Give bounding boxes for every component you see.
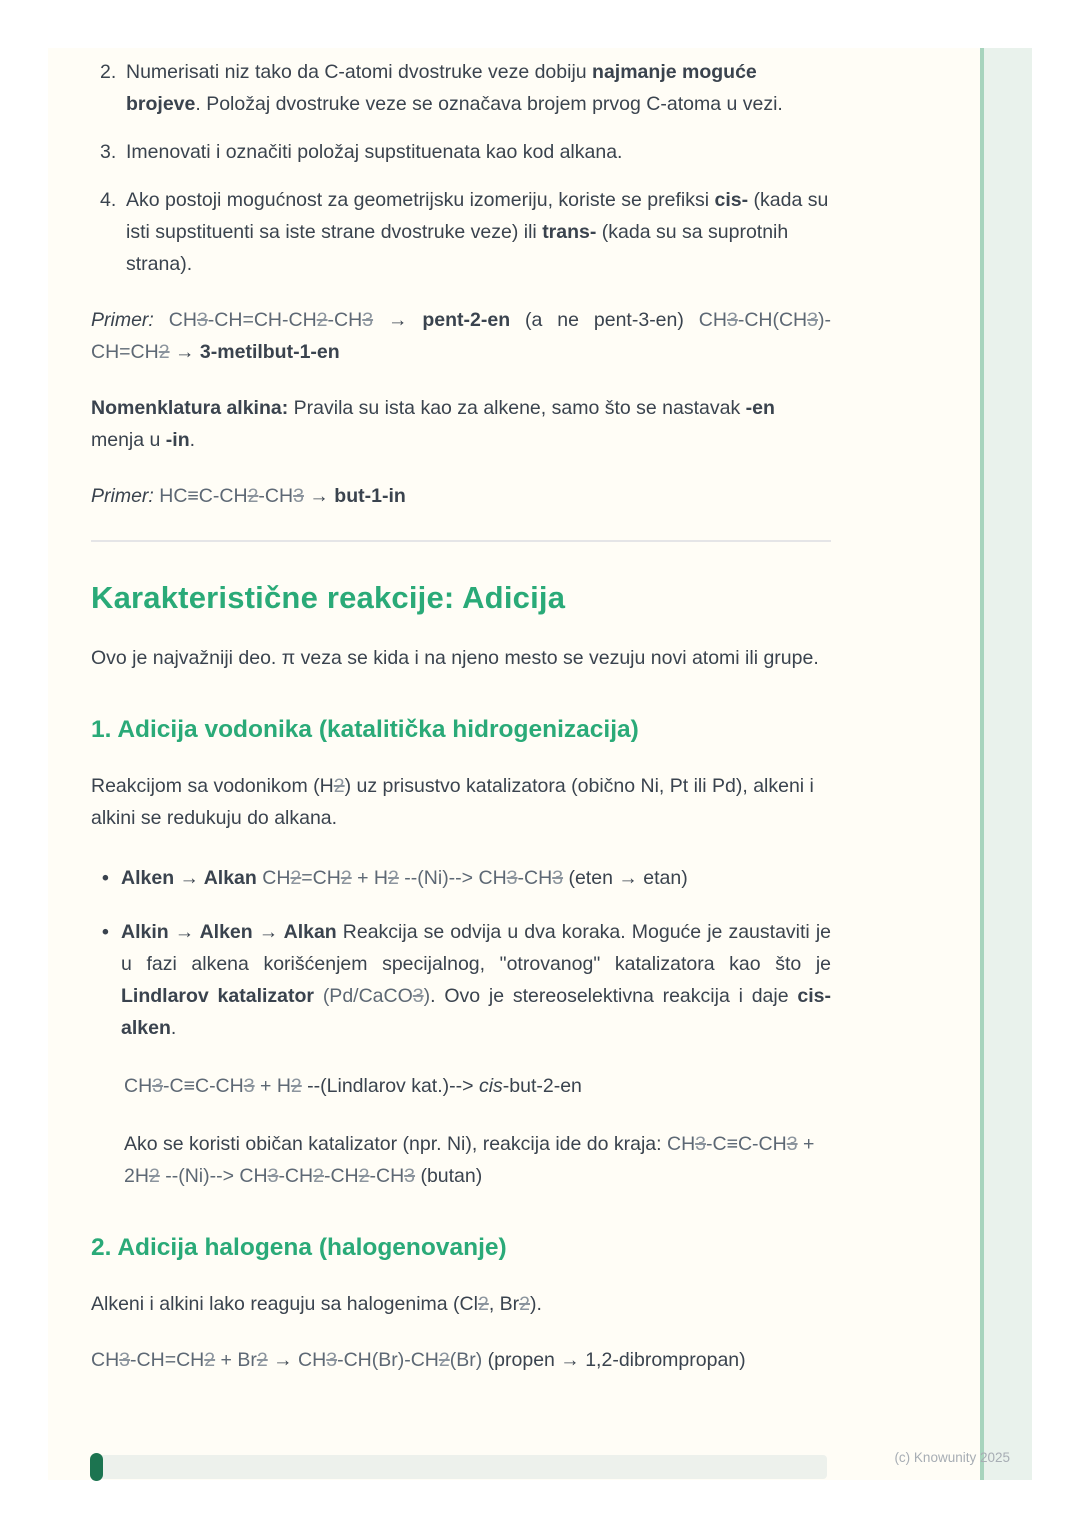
paragraph-hydrogenation-intro: Reakcijom sa vodonikom (H2) uz prisustvo katalizatora (obično Ni, Pt ili Pd), alkeni i alkini se redukuju do alkana. <box>91 775 814 829</box>
list-item-number: 2. <box>100 61 117 83</box>
list-item-text: Imenovati i označiti položaj supstituenata kao kod alkana. <box>126 141 623 163</box>
list-item <box>91 184 831 280</box>
paragraph-alkyne-nomenclature: Nomenklatura alkina: Pravila su ista kao za alkene, samo što se nastavak -en menja u -in. <box>91 397 775 451</box>
bullet-marker: • <box>102 867 109 889</box>
hydrogenation-bullet-list <box>91 862 831 1044</box>
bullet-text: Alkin → Alken → Alkan Reakcija se odvija u dva koraka. Moguće je zaustaviti je u fazi alkena korišćenjem specijalnog, "otrovanog" katalizatora kao što je Lindlarov katalizator (Pd/CaCO3). Ovo je stereoselektivna reakcija i daje cis-alken. <box>121 921 831 1039</box>
paragraph-addition-intro: Ovo je najvažniji deo. π veza se kida i na njeno mesto se vezuju novi atomi ili grupe. <box>91 647 819 669</box>
paragraph-full-hydrogenation: Ako se koristi običan katalizator (npr. Ni), reakcija ide do kraja: CH3-C≡C-CH3 + 2H2 --(Ni)--> CH3-CH2-CH2-CH3 (butan) <box>124 1133 815 1187</box>
section-divider <box>91 540 831 542</box>
bullet-item <box>91 916 831 1044</box>
content-column <box>91 56 831 1376</box>
nomenclature-numbered-list <box>91 56 831 280</box>
subsection-heading-halogenation: 2. Adicija halogena (halogenovanje) <box>91 1234 507 1261</box>
copyright-notice: (c) Knowunity 2025 <box>894 1450 1010 1465</box>
bullet-item <box>91 862 831 894</box>
page-edge-strip <box>980 48 1032 1480</box>
bullet-text: Alken → Alkan CH2=CH2 + H2 --(Ni)--> CH3-CH3 (eten → etan) <box>121 867 688 889</box>
paragraph-halogenation-intro: Alkeni i alkini lako reaguju sa halogenima (Cl2, Br2). <box>91 1293 542 1315</box>
list-item <box>91 136 831 168</box>
paragraph-primer-alkyne: Primer: HC≡C-CH2-CH3 → but-1-in <box>91 485 406 507</box>
section-heading-addition: Karakteristične reakcije: Adicija <box>91 580 566 615</box>
list-item-text: Ako postoji mogućnost za geometrijsku izomeriju, koriste se prefiksi cis- (kada su isti supstituenti sa iste strane dvostruke veze) ili trans- (kada su sa suprotnih strana). <box>126 189 829 275</box>
document-card <box>48 48 1032 1480</box>
list-item-number: 3. <box>100 141 117 163</box>
callout-accent-bar <box>90 1453 103 1481</box>
paragraph-primer-alkene: Primer: CH3-CH=CH-CH2-CH3 → pent-2-en (a ne pent-3-en) CH3-CH(CH3)-CH=CH2 → 3-metilbut-1-en <box>91 309 832 363</box>
subsection-heading-hydrogenation: 1. Adicija vodonika (katalitička hidrogenizacija) <box>91 716 639 743</box>
list-item <box>91 56 831 120</box>
bullet-marker: • <box>102 921 109 943</box>
formula-lindlar-reaction: CH3-C≡C-CH3 + H2 --(Lindlarov kat.)--> cis-but-2-en <box>124 1075 582 1097</box>
list-item-text: Numerisati niz tako da C-atomi dvostruke veze dobiju najmanje moguće brojeve. Položaj dvostruke veze se označava brojem prvog C-atoma u vezi. <box>126 61 783 115</box>
formula-halogenation-reaction: CH3-CH=CH2 + Br2 → CH3-CH(Br)-CH2(Br) (propen → 1,2-dibrompropan) <box>91 1349 746 1371</box>
callout-stub <box>90 1455 827 1479</box>
list-item-number: 4. <box>100 189 117 211</box>
